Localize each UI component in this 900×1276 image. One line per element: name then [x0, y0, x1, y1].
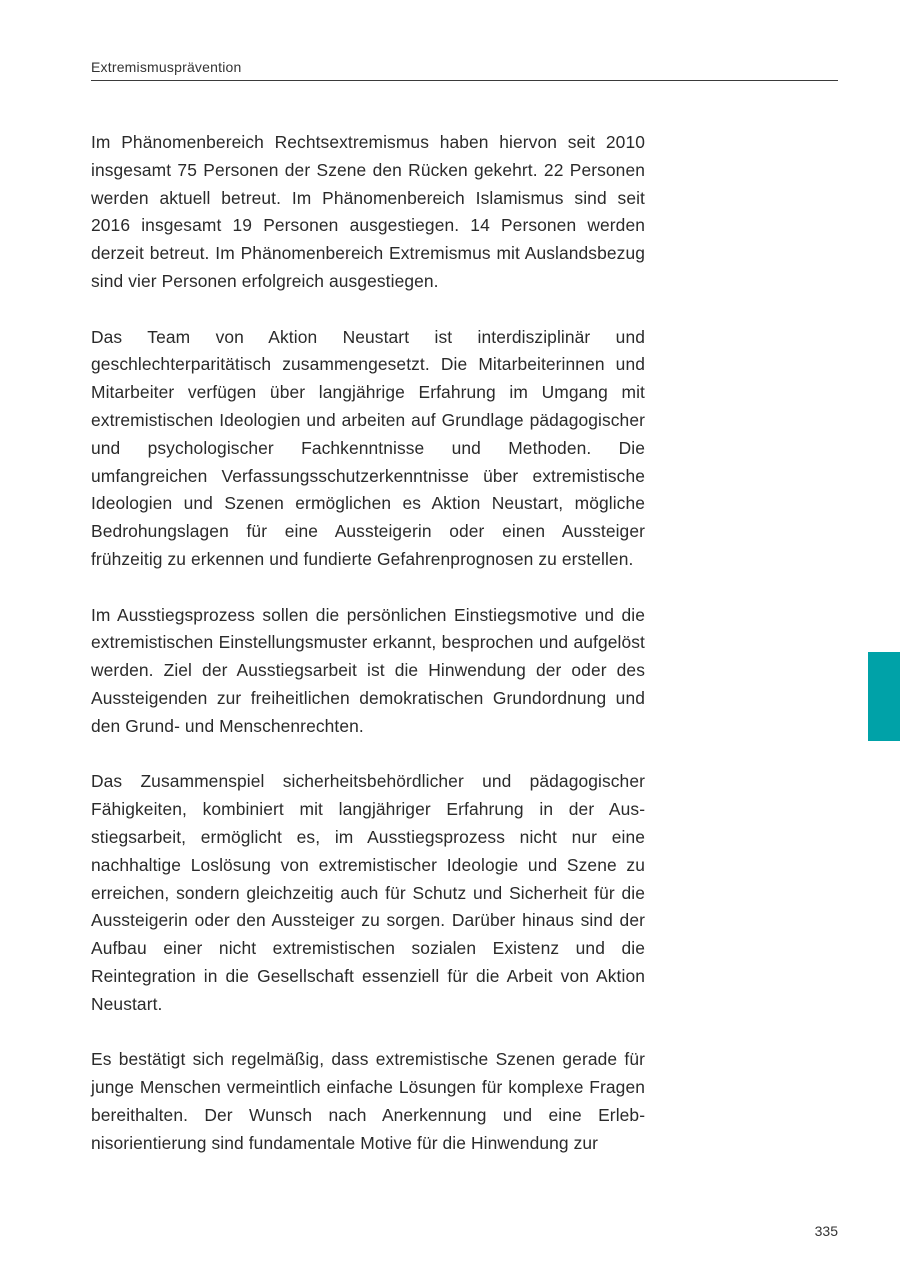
- paragraph-1: Im Phänomenbereich Rechtsextremismus haben hiervon seit 2010 insgesamt 75 Personen der Szene den Rücken gekehrt. 22 Personen werden aktuell betreut. Im Phänomenbereich Islamismus sind seit 2016 insgesamt 19 Personen ausgestiegen. 14 Personen werden derzeit betreut. Im Phänomenbereich Extremismus mit Auslandsbezug sind vier Personen erfolgreich ausgestiegen.: [91, 132, 645, 291]
- header-rule: [91, 80, 838, 81]
- running-header-title: Extremismusprävention: [91, 59, 242, 75]
- paragraph-2: Das Team von Aktion Neustart ist interdisziplinär und geschlechterparitätisch zusammengesetzt. Die Mitarbeiterinnen und Mitarbeiter verfügen über langjährige Erfahrung im Umgang mit extremistischen Ideologien und arbeiten auf Grundlage pädagogischer und psychologischer Fachkenntnisse und Methoden. Die umfangreichen Verfassungsschutzerkenntnisse über extremistische Ideologien und Szenen ermöglichen es Aktion Neustart, mögliche Bedrohungslagen für eine Aussteigerin oder einen Aussteiger frühzeitig zu erkennen und fundierte Gefahrenprognosen zu erstellen.: [91, 326, 645, 569]
- paragraph-5: Es bestätigt sich regelmäßig, dass extremistische Szenen gerade für junge Menschen vermeintlich einfache Lösungen für komplexe Fragen bereithalten. Der Wunsch nach Anerkennung und eine Erlebnisorientierung sind fundamentale Motive für die Hinwendung zur: [91, 1049, 645, 1153]
- chapter-thumb-tab: [868, 652, 900, 741]
- paragraph-4: Das Zusammenspiel sicherheitsbehördlicher und pädagogischer Fähigkeiten, kombiniert mit langjähriger Erfahrung in der Ausstiegsarbeit, ermöglicht es, im Ausstiegsprozess nicht nur eine nachhaltige Loslösung von extremistischer Ideologie und Szene zu erreichen, sondern gleichzeitig auch für Schutz und Sicherheit für die Aussteigerin oder den Aussteiger zu sorgen. Darüber hinaus sind der Aufbau einer nicht extremistischen sozialen Existenz und die Reintegration in die Gesellschaft essenziell für die Arbeit von Aktion Neustart.: [91, 771, 645, 1014]
- page-number: 335: [814, 1223, 838, 1239]
- paragraph-3: Im Ausstiegsprozess sollen die persönlichen Einstiegsmotive und die extremistischen Einstellungsmuster erkannt, besprochen und aufgelöst werden. Ziel der Ausstiegsarbeit ist die Hinwendung der oder des Aussteigenden zur freiheitlichen demokratischen Grundordnung und den Grund- und Menschenrechten.: [91, 604, 645, 736]
- body-text: [91, 129, 645, 1157]
